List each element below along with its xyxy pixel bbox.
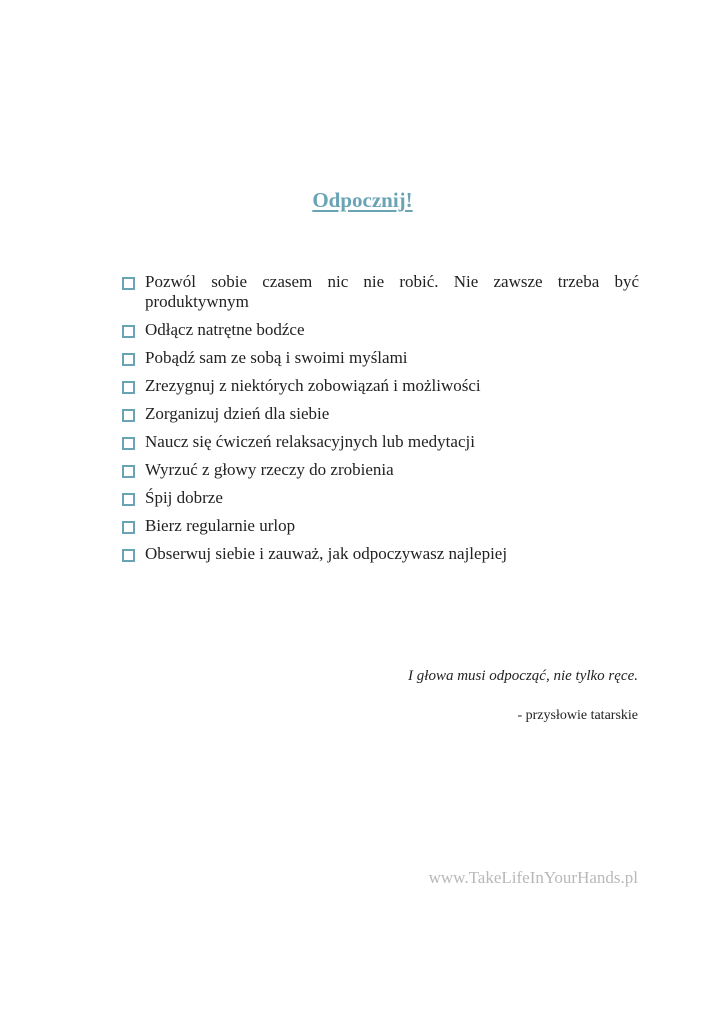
checklist-item-label: Obserwuj siebie i zauważ, jak odpoczywasz najlepiej (145, 544, 508, 563)
checklist-item-label: Śpij dobrze (145, 488, 223, 507)
page-title: Odpocznij! (312, 188, 413, 212)
footer-website: www.TakeLifeInYourHands.pl (428, 868, 638, 887)
checklist-item-label: Bierz regularnie urlop (145, 516, 296, 535)
checklist-item (122, 460, 639, 480)
checkbox-icon[interactable] (122, 353, 135, 366)
checkbox-icon[interactable] (122, 521, 135, 534)
checklist-item-label: Naucz się ćwiczeń relaksacyjnych lub medytacji (145, 432, 475, 451)
checklist-item-label: Pobądź sam ze sobą i swoimi myślami (145, 348, 408, 367)
checklist-item-label: Wyrzuć z głowy rzeczy do zrobienia (145, 460, 394, 479)
checkbox-icon[interactable] (122, 409, 135, 422)
checklist-item (122, 516, 639, 536)
checklist-item-label: Odłącz natrętne bodźce (145, 320, 305, 339)
checklist-item (122, 544, 639, 564)
checkbox-icon[interactable] (122, 437, 135, 450)
checkbox-icon[interactable] (122, 325, 135, 338)
quote-text: I głowa musi odpocząć, nie tylko ręce. (408, 668, 638, 684)
checklist-item (122, 404, 639, 424)
checklist (122, 272, 639, 572)
checklist-item-label: Pozwól sobie czasem nic nie robić. Nie zawsze trzeba być produktywnym (145, 272, 639, 311)
checklist-item (122, 348, 639, 368)
checklist-item (122, 376, 639, 396)
checkbox-icon[interactable] (122, 381, 135, 394)
checklist-item-label: Zrezygnuj z niektórych zobowiązań i możliwości (145, 376, 481, 395)
checklist-item-label: Zorganizuj dzień dla siebie (145, 404, 330, 423)
quote-attribution: - przysłowie tatarskie (517, 708, 638, 723)
checkbox-icon[interactable] (122, 493, 135, 506)
checkbox-icon[interactable] (122, 465, 135, 478)
checkbox-icon[interactable] (122, 277, 135, 290)
checklist-item (122, 488, 639, 508)
checklist-item (122, 272, 639, 312)
checklist-item (122, 320, 639, 340)
checkbox-icon[interactable] (122, 549, 135, 562)
checklist-item (122, 432, 639, 452)
